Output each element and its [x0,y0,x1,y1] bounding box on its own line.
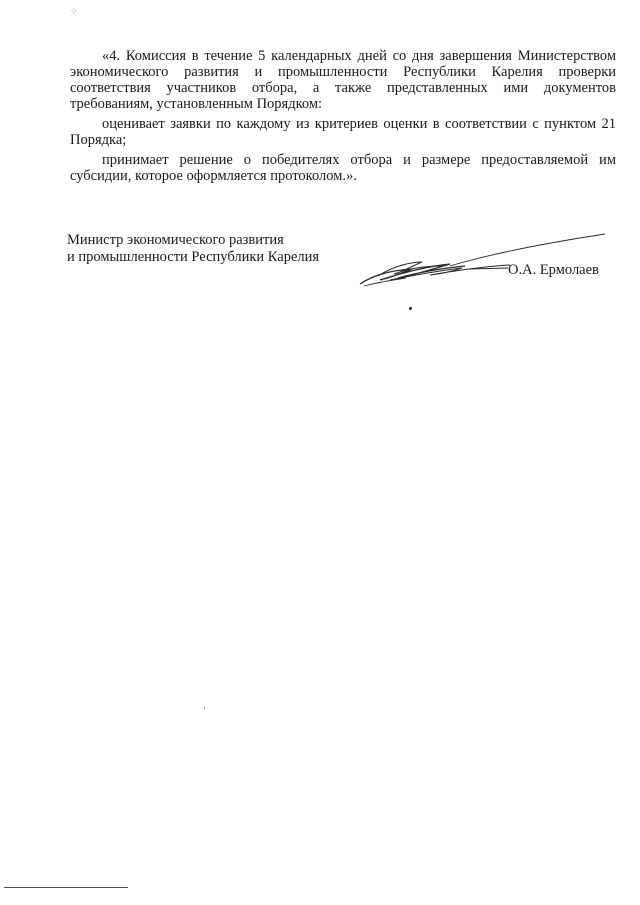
corner-mark-icon: ⁘ [70,6,78,16]
signer-name: О.А. Ермолаев [508,262,599,278]
paragraph-evaluates: оценивает заявки по каждому из критериев оценки в соответствии с пунктом 21 Порядка; [70,116,616,148]
minister-title-line-1: Министр экономического развития [67,232,284,248]
minister-title-line-2: и промышленности Республики Карелия [67,249,320,265]
minister-title [67,232,319,266]
paragraph-decides: принимает решение о победителях отбора и размере предоставляемой им субсидии, которое оформляется протоколом.». [70,152,616,184]
scan-speck [204,706,205,710]
document-body [70,48,616,188]
paragraph-commission: «4. Комиссия в течение 5 календарных дней со дня завершения Министерством экономического развития и промышленности Республики Карелия проверки соответствия участников отбора, а также представленных ими документов требованиям, установленным Порядком: [70,48,616,112]
handwritten-signature-icon [350,222,620,297]
ink-dot [409,307,412,310]
footer-rule [4,887,128,888]
